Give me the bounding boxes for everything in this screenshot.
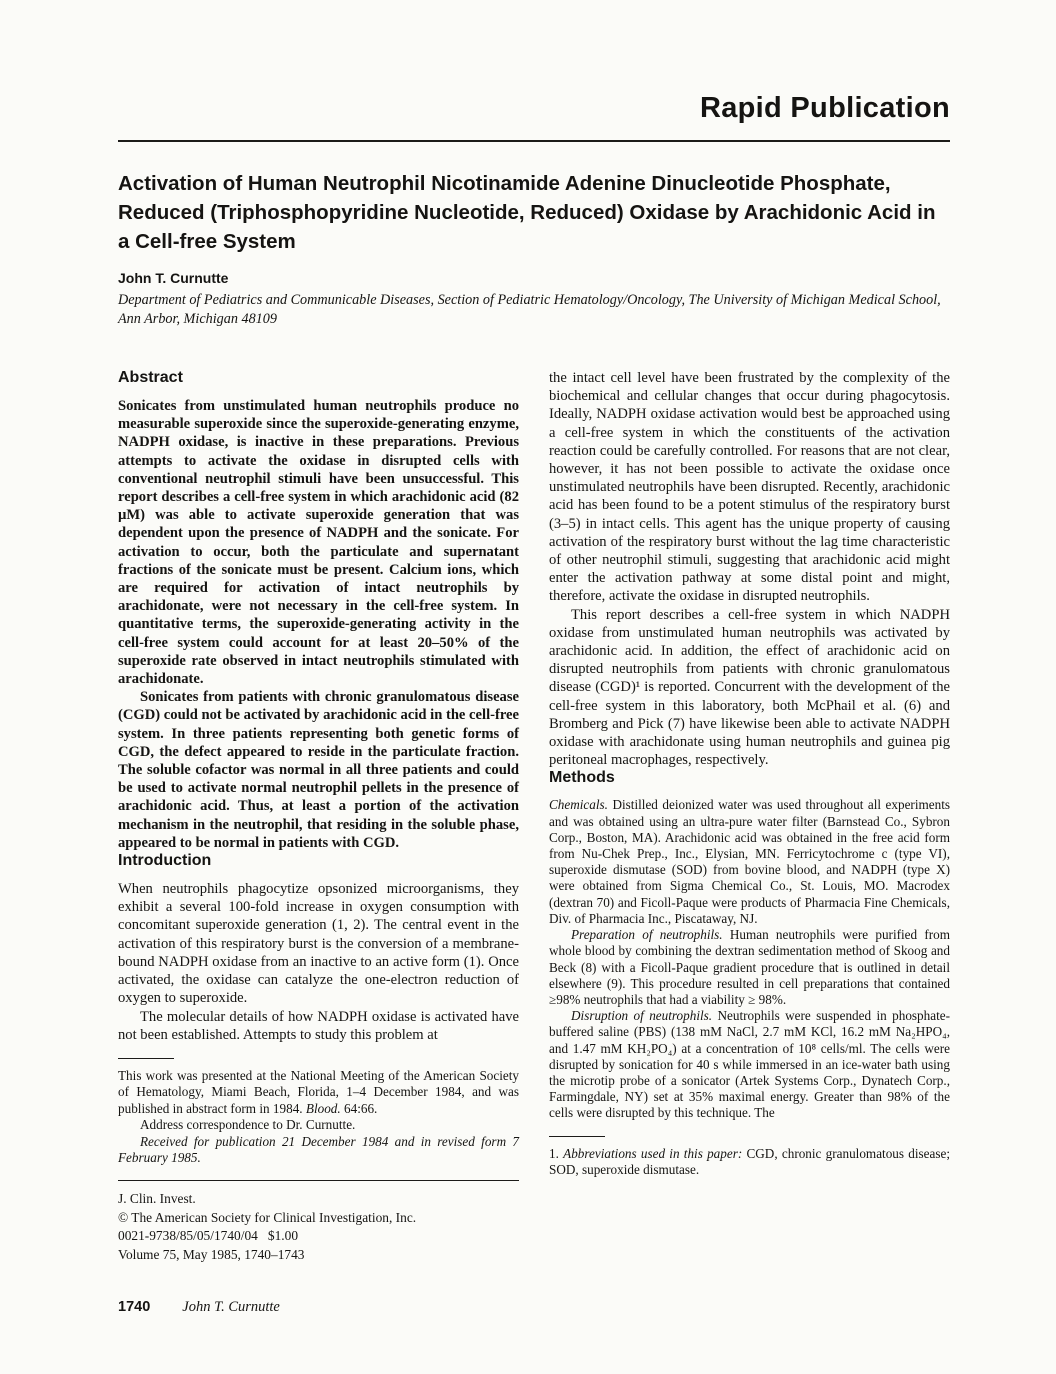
page-number: 1740 bbox=[118, 1299, 151, 1316]
volume-line: Volume 75, May 1985, 1740–1743 bbox=[118, 1246, 305, 1262]
abstract-paragraph-2: Sonicates from patients with chronic granulomatous disease (CGD) could not be activated by arachidonic acid in the cell-free system. In three patients representing both genetic forms of CGD, the defect appeared to reside in the particulate fraction. The soluble cofactor was normal in all three patients and could be used to activate normal neutrophil pellets in the presence of arachidonic acid. Thus, at least a portion of the activation mechanism in the neutrophil, that residing in the soluble phase, appeared to be normal in patients with CGD. bbox=[118, 689, 520, 851]
methods-disruption-paragraph bbox=[549, 1008, 950, 1121]
presented-footnote-citation: 64:66. bbox=[340, 1100, 378, 1116]
page-title: Activation of Human Neutrophil Nicotinamide Adenine Dinucleotide Phosphate, Reduced (Triphosphopyridine Nucleotide, Reduced) Oxidase by Arachidonic Acid in a Cell-free System bbox=[118, 172, 936, 253]
disruption-text: Neutrophils were suspended in phosphate-buffered saline (PBS) (138 mM NaCl, 2.7 mM KCl, 16.2 mM Na₂HPO₄, and 1.47 mM KH₂PO₄) at a concentration of 10⁸ cells/ml. The cells were disrupted by sonication for 40 s while immersed in an ice-water bath using the microtip probe of a sonicator (Artek Systems Corp., Dynatech Corp., Farmingdale, NY) set at 35% maximal energy. Greater than 98% of the cells were disrupted by this technique. The bbox=[549, 1008, 950, 1121]
presented-footnote-text: This work was presented at the National Meeting of the American Society of Hematology, Miami Beach, Florida, 1–4 December 1984, and was published in abstract form in 1984. bbox=[118, 1067, 519, 1116]
received-footnote bbox=[118, 1134, 519, 1167]
copyright-line: © The American Society for Clinical Investigation, Inc. bbox=[118, 1209, 417, 1225]
running-author: John T. Curnutte bbox=[182, 1299, 280, 1316]
author-affiliation: Department of Pediatrics and Communicable Diseases, Section of Pediatric Hematology/Oncology, The University of Michigan Medical School, Ann Arbor, Michigan 48109 bbox=[118, 292, 941, 327]
abbreviations-lead-in: Abbreviations used in this paper: bbox=[563, 1145, 743, 1161]
report-summary-paragraph: This report describes a cell-free system in which NADPH oxidase from unstimulated human neutrophils was activated by arachidonic acid. In addition, the effect of arachidonic acid on disrupted neutrophils from patients with chronic granulomatous disease (CGD)¹ is reported. Concurrent with the development of the cell-free system in this laboratory, both McPhail et al. (6) and Bromberg and Pick (7) have likewise been able to activate NADPH oxidase with arachidonate using human neutrophils and guinea pig peritoneal macrophages, respectively. bbox=[549, 606, 950, 769]
chemicals-lead-in: Chemicals. bbox=[549, 797, 608, 813]
abbreviations-footnote-number: 1. bbox=[549, 1145, 564, 1161]
introduction-continued-paragraph: the intact cell level have been frustrated by the complexity of the biochemical and cellular changes that occur during phagocytosis. Ideally, NADPH oxidase activation would best be approached using a cell-free system in which the constituents of the activation reaction could be carefully controlled. For reasons that are not clear, however, it has not been possible to activate the oxidase once unstimulated neutrophils have been disrupted. Recently, arachidonic acid has been found to be a potent stimulus of the respiratory burst (3–5) in intact cells. This agent has the unique property of causing activation of the respiratory burst without the lag time characteristic of other neutrophil stimuli, suggesting that arachidonic acid might enter the activation pathway at some distal point and might, therefore, activate the oxidase in disrupted neutrophils. bbox=[549, 370, 950, 605]
two-column-body bbox=[118, 369, 950, 1264]
author-name: John T. Curnutte bbox=[118, 270, 229, 286]
header-divider bbox=[118, 140, 950, 142]
abstract-heading: Abstract bbox=[118, 369, 183, 386]
correspondence-footnote: Address correspondence to Dr. Curnutte. bbox=[140, 1117, 356, 1133]
right-column bbox=[549, 369, 950, 1264]
footnote-divider-right bbox=[549, 1136, 605, 1137]
received-footnote-text: Received for publication 21 December 1984 and in revised form 7 February 1985. bbox=[118, 1133, 519, 1166]
page-footer bbox=[118, 1298, 950, 1316]
abbreviations-text: CGD, chronic granulomatous disease; SOD, superoxide dismutase. bbox=[549, 1145, 951, 1178]
introduction-heading: Introduction bbox=[118, 852, 212, 870]
methods-chemicals-paragraph bbox=[549, 797, 950, 927]
methods-heading: Methods bbox=[549, 769, 615, 787]
issn-price-line: 0021-9738/85/05/1740/04 $1.00 bbox=[118, 1228, 299, 1244]
abstract-paragraph-1: Sonicates from unstimulated human neutrophils produce no measurable superoxide since the superoxide-generating enzyme, NADPH oxidase, is inactive in these preparations. Previous attempts to activate the oxidase in disrupted cells with conventional neutrophil stimuli have been unsuccessful. This report describes a cell-free system in which arachidonic acid (82 µM) was able to activate superoxide generation that was dependent upon the presence of NADPH and the sonicate. For activation to occur, both the particulate and supernatant fractions of the sonicate must be present. Calcium ions, which are required for activation of intact neutrophils by arachidonate, were not necessary in the cell-free system. In quantitative terms, the superoxide-generating activity in the cell-free system could account for at least 20–50% of the superoxide rate observed in intact neutrophils stimulated with arachidonate. bbox=[118, 398, 519, 688]
preparation-lead-in: Preparation of neutrophils. bbox=[571, 927, 723, 943]
journal-info-divider bbox=[118, 1180, 519, 1181]
disruption-lead-in: Disruption of neutrophils. bbox=[571, 1008, 713, 1024]
presented-footnote bbox=[118, 1068, 519, 1118]
chemicals-text: Distilled deionized water was used throughout all experiments and was obtained using an ultra-pure water filter (Barnstead Co., Sybron Corp., Boston, MA). Arachidonic acid was obtained in the free acid form from Nu-Chek Prep., Inc., Elysian, MN. Ferricytochrome c (type VI), superoxide dismutase (SOD) from bovine blood, and NADPH (type X) were obtained from Sigma Chemical Co., St. Louis, MO. Macrodex (dextran 70) and Ficoll-Paque were products of Pharmacia Fine Chemicals, Div. of Pharmacia Inc., Piscataway, NJ. bbox=[549, 797, 950, 926]
footnote-divider-left bbox=[118, 1058, 174, 1059]
abbreviations-footnote bbox=[549, 1146, 950, 1179]
rapid-publication-banner: Rapid Publication bbox=[700, 92, 950, 124]
left-column bbox=[118, 369, 519, 1264]
methods-preparation-paragraph bbox=[549, 927, 950, 1008]
preparation-text: Human neutrophils were purified from whole blood by combining the dextran sedimentation method of Skoog and Beck (8) with a Ficoll-Paque gradient procedure that is outlined in detail elsewhere (9). This procedure resulted in cell preparations that contained ≥98% neutrophils that had a viability ≥ 98%. bbox=[549, 927, 950, 1007]
journal-name: J. Clin. Invest. bbox=[118, 1190, 196, 1206]
introduction-paragraph-1: When neutrophils phagocytize opsonized microorganisms, they exhibit a several 100-fold increase in oxygen consumption with concomitant superoxide generation (1, 2). The central event in the activation of this respiratory burst is the conversion of a membrane-bound NADPH oxidase from an inactive to an active form (1). Once activated, the oxidase can catalyze the one-electron reduction of oxygen to superoxide. bbox=[118, 881, 519, 1007]
introduction-paragraph-2: The molecular details of how NADPH oxidase is activated have not been established. Attempts to study this problem at bbox=[118, 1008, 519, 1043]
blood-journal-reference: Blood. bbox=[305, 1100, 341, 1116]
